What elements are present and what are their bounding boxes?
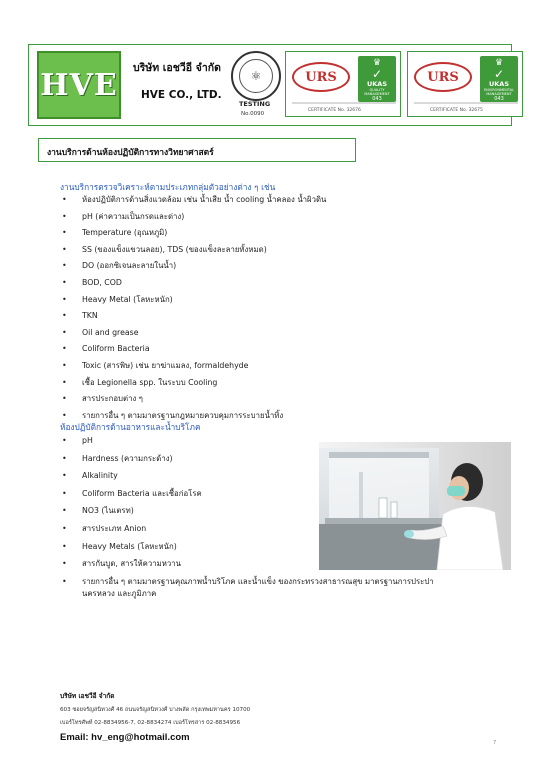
list-item: • Temperature (อุณหภูมิ): [62, 228, 168, 238]
footer-address: 603 ซอยจรัญสนิทวงศ์ 46 ถนนจรัญสนิทวงศ์ บางพลัด กรุงเทพมหานคร 10700: [60, 707, 251, 713]
list-item: • TKN: [62, 311, 98, 321]
list-item: • รายการอื่น ๆ ตามมาตรฐานกฎหมายควบคุมการระบายน้ำทิ้ง: [62, 410, 284, 420]
list-item: • Toxic (สารพิษ) เช่น ยาฆ่าแมลง, formaldehyde: [62, 360, 249, 370]
list-item: • DO (ออกซิเจนละลายในน้ำ): [62, 261, 177, 271]
certificate-number: CERTIFICATE No. 32676: [308, 108, 361, 113]
list-item: • pH: [62, 436, 93, 445]
urs-logo: URS: [414, 62, 472, 92]
list-item: • Heavy Metal (โลหะหนัก): [62, 294, 173, 304]
section-title: งานบริการด้านห้องปฏิบัติการทางวิทยาศาสตร์: [38, 138, 356, 162]
list-item: • สารประกอบต่าง ๆ: [62, 394, 143, 404]
list-item: • ห้องปฏิบัติการด้านสิ่งแวดล้อม เช่น น้ำเสีย น้ำ cooling น้ำคลอง น้ำผิวดิน: [62, 195, 327, 204]
ukas-environmental-icon: ♛ ✓ UKAS ENVIRONMENTAL MANAGEMENT 043: [480, 56, 518, 102]
list-item: • Hardness (ความกระด้าง): [62, 453, 173, 463]
lab-technician-photo: [319, 442, 511, 570]
accreditation-seal-icon: ⚛: [231, 51, 281, 101]
urs-logo: URS: [292, 62, 350, 92]
page-number: 7: [493, 740, 497, 746]
list-item: • BOD, COD: [62, 277, 122, 287]
list-item: • Heavy Metals (โลหะหนัก): [62, 541, 177, 551]
environmental-lab-heading: งานบริการตรวจวิเคราะห์ตามประเภทกลุ่มตัวอย่างต่าง ๆ เช่น: [60, 182, 276, 192]
certification-badge-quality: [285, 51, 401, 117]
list-item: • Oil and grease: [62, 327, 139, 337]
certification-badge-environmental: [407, 51, 523, 117]
footer-company-name: บริษัท เอชวีอี จำกัด: [60, 692, 115, 700]
letterhead: [28, 44, 515, 126]
testing-label: TESTING: [239, 100, 271, 108]
list-item: • NO3 (ไนเตรท): [62, 506, 134, 516]
footer-phone: เบอร์โทรศัพท์ 02-8834956-7, 02-8834274 เบอร์โทรสาร 02-8834956: [60, 720, 241, 726]
list-item: • pH (ค่าความเป็นกรดและด่าง): [62, 211, 185, 221]
environmental-test-list: [62, 194, 326, 426]
footer-email[interactable]: Email: hv_eng@hotmail.com: [60, 732, 190, 743]
ukas-quality-icon: ♛ ✓ UKAS QUALITY MANAGEMENT 043: [358, 56, 396, 102]
list-item: • Alkalinity: [62, 471, 118, 481]
testing-number: No.0090: [241, 111, 265, 117]
list-item: • สารกันบูด, สารให้ความหวาน: [62, 559, 181, 569]
list-item: • SS (ของแข็งแขวนลอย), TDS (ของแข็งละลายทั้งหมด): [62, 244, 267, 254]
list-item: • สารประเภท Anion: [62, 523, 147, 533]
list-item: • Coliform Bacteria: [62, 344, 150, 354]
list-item: • รายการอื่น ๆ ตามมาตรฐานคุณภาพน้ำบริโภค และน้ำแข็ง ของกระทรวงสาธารณสุข มาตรฐานการประปา นครหลวง และภูมิภาค: [62, 576, 434, 598]
certificate-number: CERTIFICATE No. 32675: [430, 108, 483, 113]
company-name-thai: บริษัท เอชวีอี จำกัด: [133, 62, 221, 74]
food-water-lab-heading: ห้องปฏิบัติการด้านอาหารและน้ำบริโภค: [60, 422, 201, 432]
list-item: • เชื้อ Legionella spp. ในระบบ Cooling: [62, 377, 218, 387]
company-logo: HVE: [37, 51, 121, 119]
company-name-english: HVE CO., LTD.: [141, 89, 222, 101]
list-item: • Coliform Bacteria และเชื้อก่อโรค: [62, 488, 202, 498]
